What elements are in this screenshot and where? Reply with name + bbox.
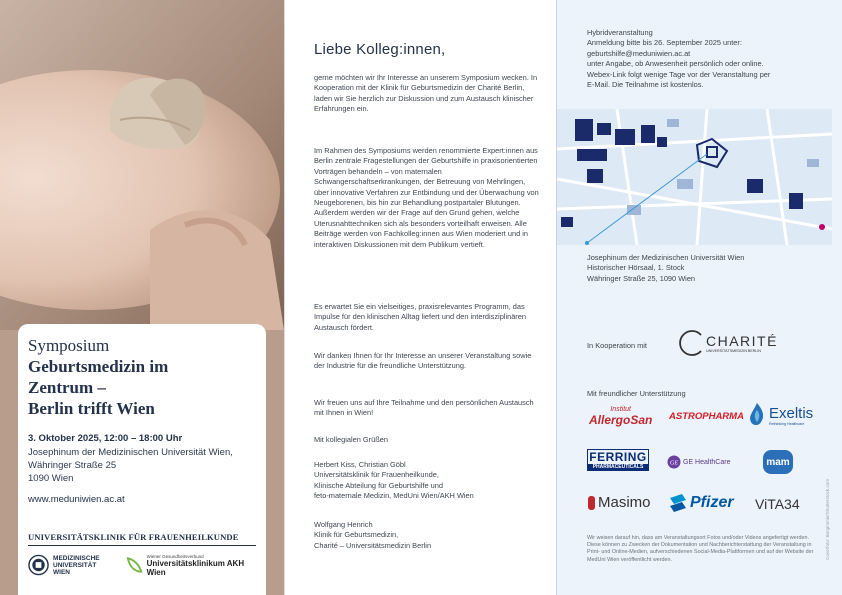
exeltis-tagline: Rethinking Healthcare <box>769 421 805 426</box>
cover-photo <box>0 0 284 330</box>
symposium-title-line: Berlin trifft Wien <box>28 399 155 418</box>
info-line: Hybridveranstaltung <box>587 28 653 37</box>
masimo-logo <box>587 494 651 511</box>
meduni-seal-icon <box>28 554 49 576</box>
venue-line: Josephinum der Medizinischen Universität Wien <box>587 253 745 262</box>
pfizer-logo <box>667 492 734 514</box>
letter-panel <box>284 0 557 595</box>
vita34-logo <box>755 496 800 512</box>
info-line: Webex-Link folgt wenige Tage vor der Veranstaltung per <box>587 69 771 79</box>
exeltis-logo <box>747 402 813 428</box>
support-label: Mit freundlicher Unterstützung <box>587 389 686 398</box>
ferring-subtitle: PHARMACEUTICALS <box>588 464 648 470</box>
address-line: 1090 Wien <box>28 473 74 484</box>
signature-line: Universitätsklinik für Frauenheilkunde, <box>314 470 439 480</box>
astropharma-logo <box>669 411 744 422</box>
venue-address <box>587 253 827 284</box>
meduni-logo-text <box>53 555 112 576</box>
symposium-title-line: Geburtsmedizin im <box>28 357 169 376</box>
venue-map <box>557 109 832 245</box>
symposium-title-line: Zentrum – <box>28 378 106 397</box>
exeltis-flame-icon <box>747 402 767 428</box>
astropharma-name: ASTROPHARMA <box>669 411 744 422</box>
info-panel <box>557 0 842 595</box>
allergosan-logo <box>589 406 652 427</box>
letter-paragraph: Wir freuen uns auf Ihre Teilnahme und den persönlichen Austausch mit Ihnen in Wien! <box>314 398 534 418</box>
info-line: Anmeldung bitte bis 26. September 2025 unter: <box>587 38 742 48</box>
allergosan-name: AllergoSan <box>589 413 653 427</box>
masimo-name: Masimo <box>598 494 651 511</box>
charite-name: CHARITÉ <box>706 333 778 349</box>
mam-name: mam <box>766 456 790 468</box>
ge-monogram-icon <box>667 455 681 469</box>
exeltis-name: Exeltis <box>769 404 814 422</box>
venue-line: Währinger Straße 25, 1090 Wien <box>587 273 696 283</box>
wgv-small-text: Wiener Gesundheitsverbund <box>146 553 204 559</box>
mam-logo <box>763 450 793 474</box>
venue-line: Historischer Hörsaal, 1. Stock <box>587 263 685 273</box>
signature-block-berlin <box>314 520 539 551</box>
ge-name: GE HealthCare <box>683 458 731 466</box>
symposium-label: Symposium <box>28 336 110 355</box>
signature-line: Klinik für Geburtsmedizin, <box>314 530 399 540</box>
letter-paragraph: Es erwartet Sie ein vielseitiges, praxisrelevantes Programm, das Impulse für den klinischen Alltag liefert und den interdisziplinären Austausch fördert. <box>314 302 526 332</box>
event-address <box>28 446 256 485</box>
cover-panel <box>0 0 284 595</box>
meduni-logo-line: MEDIZINISCHE <box>53 554 100 562</box>
event-date-time: 3. Oktober 2025, 12:00 – 18:00 Uhr <box>28 433 183 444</box>
letter-greeting: Liebe Kolleg:innen, <box>314 41 446 58</box>
signature-line: feto-maternale Medizin, MedUni Wien/AKH Wien <box>314 491 474 501</box>
signature-line: Herbert Kiss, Christian Göbl <box>314 460 406 469</box>
event-info-card <box>18 324 266 595</box>
wgv-big-text: Universitätsklinikum AKH Wien <box>146 558 245 577</box>
letter-closing: Mit kollegialen Grüßen <box>314 435 388 444</box>
info-line: unter Angabe, ob Anwesenheit persönlich oder online. <box>587 59 764 69</box>
masimo-mark-icon <box>587 495 596 511</box>
website-link[interactable]: www.meduniwien.ac.at <box>28 494 125 505</box>
allergosan-top: Institut <box>610 406 631 413</box>
charite-logo <box>677 329 778 357</box>
signature-block-vienna <box>314 460 539 502</box>
wgv-logo <box>126 554 260 577</box>
ge-healthcare-logo <box>667 455 730 469</box>
registration-info <box>587 28 827 90</box>
photo-disclaimer: Wir weisen darauf hin, dass am Veranstaltungsort Fotos und/oder Videos angefertigt werden. Diese können zu Zwecken der Dokumentation und Nachberichterstattung der Veranstaltung in Print- und Online-Medien, aufverschiedenen Social-Media-Plattformen und auf der Website der MedUni Wien veröffentlicht werden. <box>587 535 814 563</box>
signature-line: Wolfgang Henrich <box>314 520 373 529</box>
pfizer-name: Pfizer <box>690 494 734 511</box>
ferring-logo <box>587 449 649 471</box>
svg-text:GE: GE <box>670 460 678 467</box>
charite-subtitle: UNIVERSITÄTSMEDIZIN BERLIN <box>706 349 761 353</box>
letter-paragraph: gerne möchten wir Ihr Interesse an unserem Symposium wecken. In Kooperation mit der Klinik für Geburtsmedizin der Charité Berlin, laden wir Sie herzlich zur Diskussion und zum Austausch klinischer Erfahrungen ein. <box>314 73 538 114</box>
signature-line: Charité – Universitätsmedizin Berlin <box>314 540 432 550</box>
letter-paragraph: Wir danken Ihnen für Ihr Interesse an unserer Veranstaltung sowie der Industrie für die freundliche Unterstützung. <box>314 351 532 371</box>
clinic-name: UNIVERSITÄTSKLINIK FÜR FRAUENHEILKUNDE <box>28 532 256 546</box>
letter-paragraph: Im Rahmen des Symposiums werden renommierte Expert:innen aus Berlin zentrale Fragestellungen der Geburtshilfe in praxisorientierten Vorträgen behandeln – von maternalen Schwangerschaftserkrankungen, der Betreuung von Mehrlingen, über innovative Verfahren zur Entbindung und der Überwachung von Neugeborenen, bis hin zur Behandlung postpartaler Blutungen. Außerdem werden wir der Frage auf den Grund gehen, welche Uterusnahttechniken sich als besonders vorteilhaft erweisen. Alle Beiträge werden von Fachkolleg:innen aus Wien moderiert und in interaktiven Diskussionen mit dem Publikum vertieft. <box>314 146 539 249</box>
institution-logos <box>28 551 260 579</box>
meduni-logo-line: UNIVERSITÄT WIEN <box>53 561 97 576</box>
photo-credit: Coverfoto: Bergimmie/Shutterstock.com <box>825 478 830 560</box>
address-line: Währinger Straße 25 <box>28 460 117 471</box>
wgv-leaf-icon <box>126 556 143 574</box>
pfizer-helix-icon <box>667 492 689 514</box>
info-line: E-Mail. Die Teilnahme ist kostenlos. <box>587 80 704 90</box>
cooperation-label: In Kooperation mit <box>587 341 647 350</box>
address-line: Josephinum der Medizinischen Universität Wien, <box>28 447 233 458</box>
signature-line: Klinische Abteilung für Geburtshilfe und <box>314 480 444 490</box>
vita34-name: ViTA34 <box>755 496 800 512</box>
ferring-name: FERRING <box>589 450 647 464</box>
charite-c-icon <box>677 329 705 357</box>
registration-email[interactable]: geburtshilfe@meduniwien.ac.at <box>587 48 691 58</box>
